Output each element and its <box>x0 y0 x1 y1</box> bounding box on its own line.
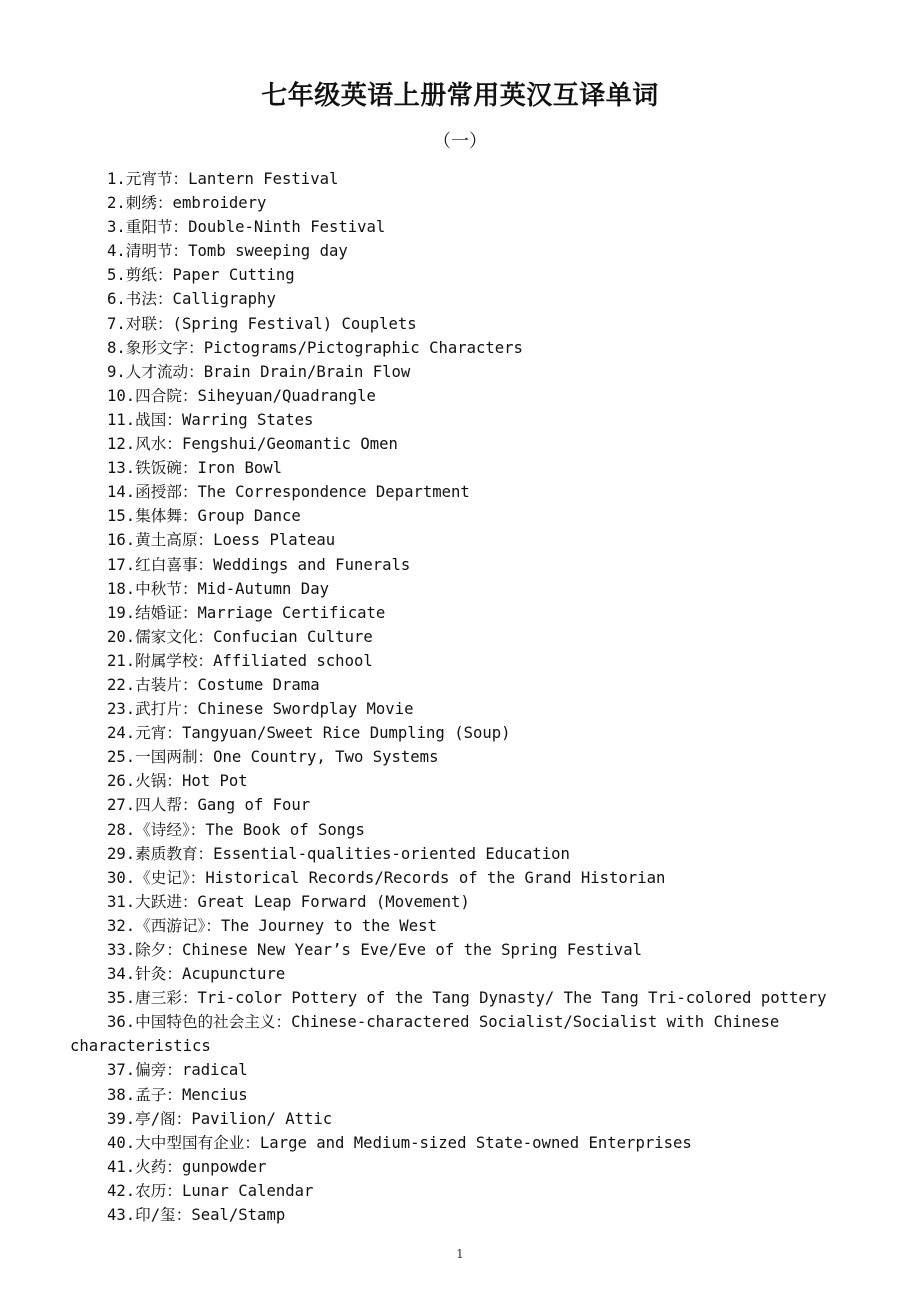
page-number: 1 <box>456 1247 464 1261</box>
list-item: 13.铁饭碗：Iron Bowl <box>107 459 283 478</box>
list-item: 16.黄土高原：Loess Plateau <box>107 531 336 550</box>
list-item: 36.中国特色的社会主义：Chinese-charactered Socialist/Socialist with Chinese characteristics <box>70 1013 780 1056</box>
list-item: 42.农历：Lunar Calendar <box>107 1181 314 1200</box>
list-item: 5.剪纸：Paper Cutting <box>107 266 295 285</box>
section-number: （一） <box>433 131 487 152</box>
list-item: 41.火药：gunpowder <box>107 1157 267 1176</box>
list-item: 3.重阳节：Double-Ninth Festival <box>107 218 386 237</box>
list-item: 14.函授部：The Correspondence Department <box>107 483 470 502</box>
list-item: 23.武打片：Chinese Swordplay Movie <box>107 700 414 719</box>
list-item: 11.战国：Warring States <box>107 410 314 429</box>
page-title: 七年级英语上册常用英汉互译单词 <box>261 81 659 111</box>
list-item: 39.亭/阁：Pavilion/ Attic <box>107 1109 333 1128</box>
list-item: 18.中秋节：Mid-Autumn Day <box>107 579 329 598</box>
list-item: 43.印/玺：Seal/Stamp <box>107 1206 286 1225</box>
list-item: 24.元宵：Tangyuan/Sweet Rice Dumpling (Soup) <box>107 724 511 743</box>
list-item: 35.唐三彩：Tri-color Pottery of the Tang Dynasty/ The Tang Tri-colored pottery <box>107 989 827 1008</box>
list-item: 1.元宵节：Lantern Festival <box>107 170 339 188</box>
list-item: 7.对联：(Spring Festival) Couplets <box>107 314 417 333</box>
list-item: 31.大跃进：Great Leap Forward (Movement) <box>107 892 470 911</box>
list-item: 19.结婚证：Marriage Certificate <box>107 603 386 622</box>
list-item: 8.象形文字：Pictograms/Pictographic Characters <box>107 338 523 357</box>
list-item: 12.风水：Fengshui/Geomantic Omen <box>107 435 398 454</box>
list-item: 38.孟子：Mencius <box>107 1085 248 1104</box>
list-item: 4.清明节：Tomb sweeping day <box>107 242 348 261</box>
list-item: 26.火锅：Hot Pot <box>107 772 248 791</box>
list-item: 15.集体舞：Group Dance <box>107 507 301 526</box>
list-item: 21.附属学校：Affiliated school <box>107 651 373 670</box>
list-item: 27.四人帮：Gang of Four <box>107 796 311 815</box>
list-item: 33.除夕：Chinese New Year’s Eve/Eve of the Spring Festival <box>107 941 642 959</box>
list-item: 9.人才流动：Brain Drain/Brain Flow <box>107 362 411 381</box>
list-item: 32.《西游记》：The Journey to the West <box>107 916 437 935</box>
list-item: 22.古装片：Costume Drama <box>107 675 320 694</box>
list-item: 2.刺绣：embroidery <box>107 194 267 213</box>
list-item: 30.《史记》：Historical Records/Records of the Grand Historian <box>107 868 666 887</box>
list-item: 37.偏旁：radical <box>107 1061 248 1080</box>
list-item: 17.红白喜事：Weddings and Funerals <box>107 555 411 574</box>
list-item: 29.素质教育：Essential-qualities-oriented Education <box>107 844 570 863</box>
list-item: 28.《诗经》：The Book of Songs <box>107 820 365 839</box>
list-item: 6.书法：Calligraphy <box>107 290 276 309</box>
list-item: 34.针灸：Acupuncture <box>107 965 286 984</box>
list-item: 20.儒家文化：Confucian Culture <box>107 627 373 646</box>
list-item: 10.四合院：Siheyuan/Quadrangle <box>107 386 376 405</box>
list-item: 40.大中型国有企业：Large and Medium-sized State-owned Enterprises <box>107 1133 692 1152</box>
vocabulary-list <box>70 167 850 1227</box>
list-item: 25.一国两制：One Country, Two Systems <box>107 748 439 767</box>
